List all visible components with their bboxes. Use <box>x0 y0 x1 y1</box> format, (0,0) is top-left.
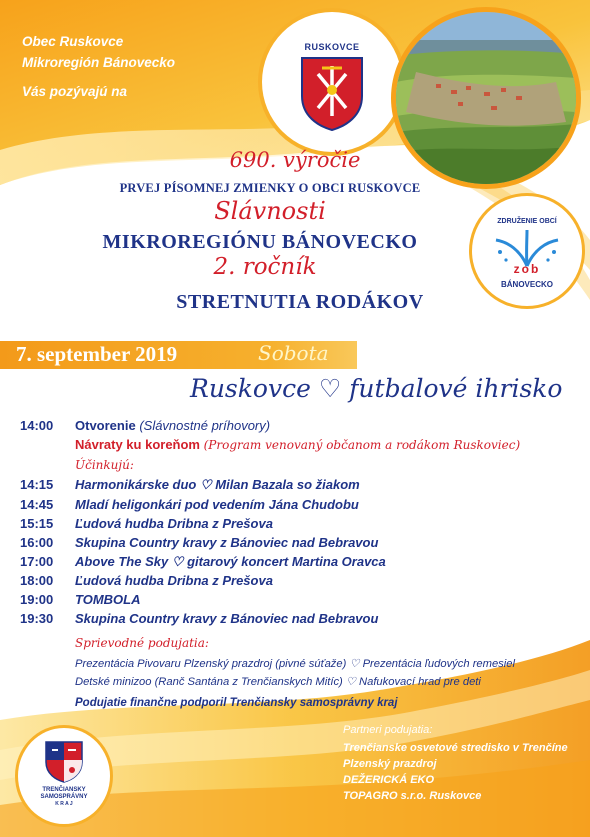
accompanying-line-1: Prezentácia Pivovaru Plzenský prazdroj (pivné súťaže) ♡ Prezentácia ľudových remesiel <box>75 658 515 670</box>
program-act: Above The Sky ♡ gitarový koncert Martina Oravca <box>75 554 386 569</box>
meeting-title: STRETNUTIA RODÁKOV <box>176 291 424 313</box>
program-time: 18:00 <box>20 573 54 588</box>
program-act: Skupina Country kravy z Bánoviec nad Bebravou <box>75 535 379 550</box>
venue: Ruskovce ♡ futbalové ihrisko <box>190 374 563 403</box>
edition-title: 2. ročník <box>213 254 317 280</box>
first-mention-title: PRVEJ PÍSOMNEJ ZMIENKY O OBCI RUSKOVCE <box>119 181 421 195</box>
program-act: TOMBOLA <box>75 592 141 607</box>
partner-item: DEŽERICKÁ EKO <box>343 774 435 786</box>
partner-item: Trenčianske osvetové stredisko v Trenčíne <box>343 742 568 754</box>
returns-note: (Program venovaný občanom a rodákom Ruskoviec) <box>203 438 521 452</box>
program-time: 19:30 <box>20 611 54 626</box>
region-logo-line1: TRENČIANSKY <box>42 787 86 793</box>
program-time: 14:00 <box>20 418 54 433</box>
association-badge <box>472 196 582 306</box>
village-coat-of-arms-circle <box>262 12 402 152</box>
program-time: 16:00 <box>20 535 54 550</box>
association-letters: zob <box>513 262 541 276</box>
region-logo <box>18 728 110 824</box>
program-time: 15:15 <box>20 516 54 531</box>
coat-of-arms-label: RUSKOVCE <box>304 42 360 52</box>
region-coat-of-arms-icon <box>44 740 84 784</box>
region-logo-line3: K R A J <box>55 801 73 807</box>
program-time: 14:15 <box>20 477 54 492</box>
program-time: 19:00 <box>20 592 54 607</box>
program-act: Harmonikárske duo ♡ Milan Bazala so žiakom <box>75 477 360 492</box>
accompanying-label: Sprievodné podujatia: <box>75 636 209 650</box>
microregion-title: MIKROREGIÓNU BÁNOVECKO <box>102 231 418 253</box>
program-act: Ľudová hudba Dribna z Prešova <box>75 573 273 588</box>
anniversary-title: 690. výročie <box>229 148 361 172</box>
program-time: 17:00 <box>20 554 54 569</box>
program-time: 14:45 <box>20 497 54 512</box>
event-day: Sobota <box>258 341 329 365</box>
association-bottom-text: BÁNOVECKO <box>500 280 553 289</box>
support-note: Podujatie finančne podporil Trenčiansky samosprávny kraj <box>75 697 398 709</box>
program-act: Mladí heligonkári pod vedením Jána Chudobu <box>75 497 359 512</box>
event-date: 7. september 2019 <box>16 342 178 366</box>
performers-label: Účinkujú: <box>75 458 134 472</box>
organizer-microregion: Mikroregión Bánovecko <box>22 55 176 70</box>
partners-label: Partneri podujatia: <box>343 724 433 736</box>
opening-title: Otvorenie <box>75 418 136 433</box>
invitation-line: Vás pozývajú na <box>22 84 128 99</box>
organizer-village: Obec Ruskovce <box>22 34 124 49</box>
program-act: Skupina Country kravy z Bánoviec nad Bebravou <box>75 611 379 626</box>
partner-item: Plzenský prazdroj <box>343 758 437 770</box>
ruskovce-shield-icon <box>300 56 364 132</box>
celebrations-title: Slávnosti <box>214 197 326 225</box>
opening-note: (Slávnostné príhovory) <box>139 418 271 433</box>
program-act: Ľudová hudba Dribna z Prešova <box>75 516 273 531</box>
accompanying-line-2: Detské minizoo (Ranč Santána z Trenčianskych Mitíc) ♡ Nafukovací hrad pre deti <box>75 676 481 688</box>
region-logo-line2: SAMOSPRÁVNY <box>40 794 88 800</box>
association-arc-text: ZDRUŽENIE OBCÍ <box>497 218 557 225</box>
partner-item: TOPAGRO s.r.o. Ruskovce <box>343 790 482 802</box>
returns-title: Návraty ku koreňom <box>75 437 200 452</box>
